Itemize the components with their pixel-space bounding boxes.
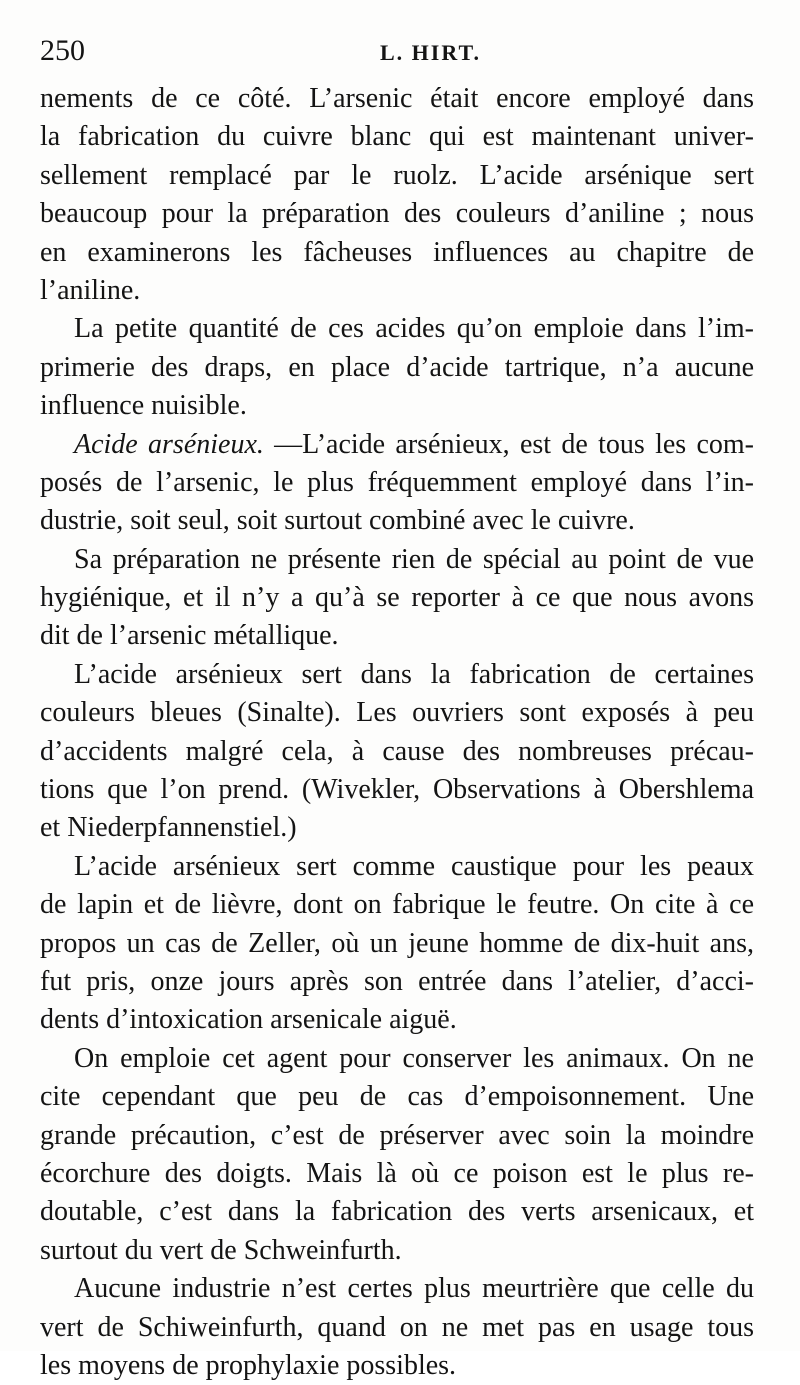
page-header <box>40 34 760 74</box>
text-line <box>40 157 754 195</box>
text-line <box>40 1040 754 1078</box>
text-line <box>40 733 754 771</box>
line-text: hygiénique, et il n’y a qu’à se reporter à ce que nous avons <box>40 582 754 614</box>
line-text: posés de l’arsenic, le plus fréquemment employé dans l’in- <box>40 466 754 498</box>
line-text: dents d’intoxication arsenicale aiguë. <box>40 1004 457 1036</box>
line-text: cite cependant que peu de cas d’empoisonnement. Une <box>40 1081 754 1113</box>
line-text: les moyens de prophylaxie possibles. <box>40 1349 457 1381</box>
text-line <box>40 80 754 118</box>
text-line <box>40 771 754 809</box>
line-text: couleurs bleues (Sinalte). Les ouvriers sont exposés à peu <box>40 697 754 729</box>
text-line <box>40 310 754 348</box>
line-text: grande précaution, c’est de préserver avec soin la moindre <box>40 1119 754 1151</box>
text-line <box>40 694 754 732</box>
line-text: Aucune industrie n’est certes plus meurtrière que celle du <box>74 1273 754 1305</box>
text-line <box>40 1078 754 1116</box>
line-text: influence nuisible. <box>40 390 247 422</box>
line-text: Sa préparation ne présente rien de spécial au point de vue <box>74 543 754 575</box>
line-text: l’aniline. <box>40 274 141 306</box>
line-text: propos un cas de Zeller, où un jeune homme de dix-huit ans, <box>40 927 754 959</box>
text-line <box>40 925 754 963</box>
line-text: la fabrication du cuivre blanc qui est maintenant univer- <box>40 121 754 153</box>
text-line <box>40 809 754 847</box>
line-text: —L’acide arsénieux, est de tous les com- <box>263 428 754 460</box>
text-line <box>40 118 754 156</box>
text-line <box>40 195 754 233</box>
text-line <box>40 848 754 886</box>
line-text: fut pris, onze jours après son entrée dans l’atelier, d’acci- <box>40 965 754 997</box>
section-heading-italic: Acide arsénieux. <box>74 428 264 460</box>
text-line <box>40 1193 754 1231</box>
text-line <box>40 1270 754 1308</box>
text-line <box>40 426 754 464</box>
line-text: d’accidents malgré cela, à cause des nombreuses précau- <box>40 735 754 767</box>
text-line <box>40 541 754 579</box>
line-text: sellement remplacé par le ruolz. L’acide arsénique sert <box>40 159 754 191</box>
text-line <box>40 617 754 655</box>
line-text: La petite quantité de ces acides qu’on emploie dans l’im- <box>74 313 754 345</box>
running-head: L. HIRT. <box>380 40 482 65</box>
line-text: en examinerons les fâcheuses influences au chapitre de <box>40 236 754 268</box>
text-line <box>40 272 754 310</box>
text-line <box>40 656 754 694</box>
text-line <box>40 387 754 425</box>
text-line <box>40 1001 754 1039</box>
page-number: 250 <box>40 34 85 67</box>
line-text: tions que l’on prend. (Wivekler, Observations à Obershlema <box>40 774 754 806</box>
text-line <box>40 502 754 540</box>
line-text: dustrie, soit seul, soit surtout combiné avec le cuivre. <box>40 505 635 537</box>
line-text: nements de ce côté. L’arsenic était encore employé dans <box>40 83 754 114</box>
body-text <box>40 80 754 1385</box>
line-text: de lapin et de lièvre, dont on fabrique le feutre. On cite à ce <box>40 889 754 921</box>
text-line <box>40 963 754 1001</box>
text-line <box>40 886 754 924</box>
line-text: vert de Schiweinfurth, quand on ne met pas en usage tous <box>40 1311 754 1343</box>
line-text: surtout du vert de Schweinfurth. <box>40 1234 402 1266</box>
line-text: primerie des draps, en place d’acide tartrique, n’a aucune <box>40 351 754 383</box>
text-line <box>40 234 754 272</box>
text-line <box>40 1117 754 1155</box>
text-line <box>40 1232 754 1270</box>
text-line <box>40 1309 754 1347</box>
text-line <box>40 349 754 387</box>
line-text: L’acide arsénieux sert dans la fabrication de certaines <box>74 658 754 690</box>
text-line <box>40 1155 754 1193</box>
line-text: L’acide arsénieux sert comme caustique pour les peaux <box>74 850 754 882</box>
text-line <box>40 1347 754 1385</box>
line-text: doutable, c’est dans la fabrication des verts arsenicaux, et <box>40 1196 754 1228</box>
text-line <box>40 464 754 502</box>
line-text: beaucoup pour la préparation des couleurs d’aniline ; nous <box>40 198 754 230</box>
line-text: dit de l’arsenic métallique. <box>40 620 339 652</box>
line-text: On emploie cet agent pour conserver les animaux. On ne <box>74 1042 754 1074</box>
line-text: écorchure des doigts. Mais là où ce poison est le plus re- <box>40 1157 754 1189</box>
text-line <box>40 579 754 617</box>
line-text: et Niederpfannenstiel.) <box>40 812 297 844</box>
